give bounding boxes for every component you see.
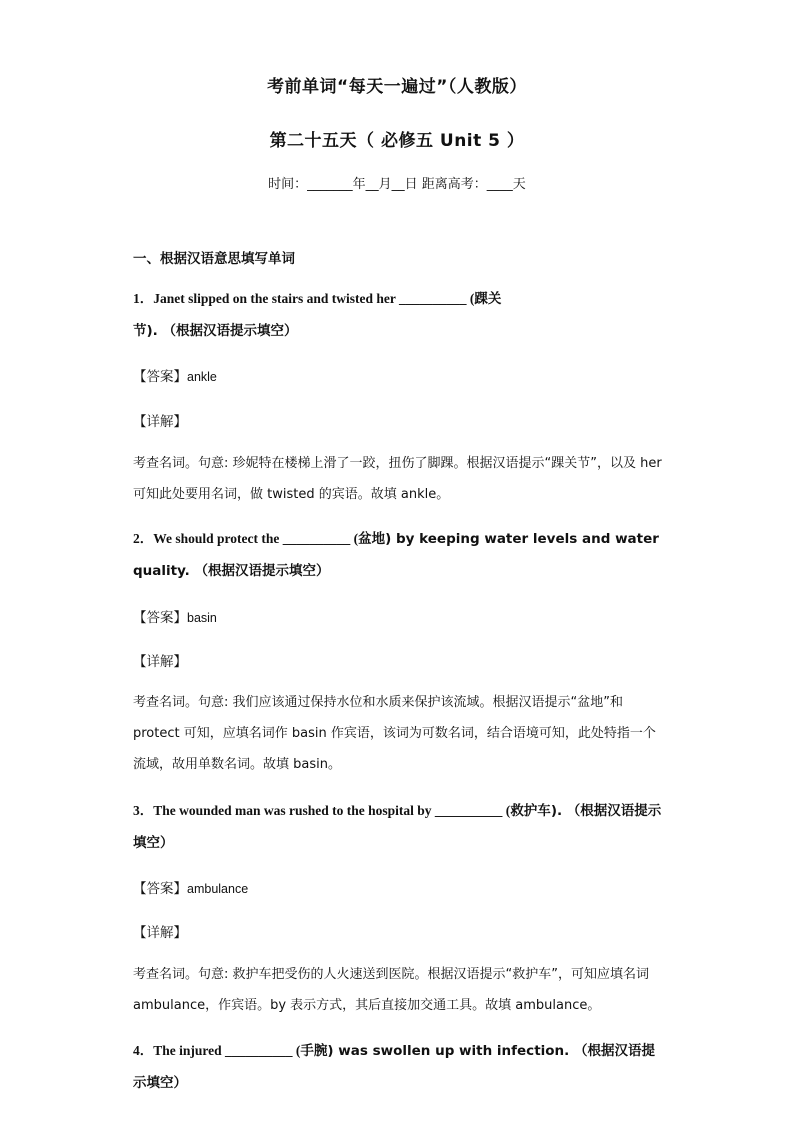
answer-1 (133, 365, 217, 385)
question-hint: 踝关节 (133, 291, 502, 339)
question-text: 1．Janet slipped on the stairs and twisted her __________ ( (133, 291, 475, 306)
detail-label-3: 【详解】 (133, 925, 187, 941)
answer-value: basin (187, 611, 217, 625)
date-countdown-line: 时间：_______年__月__日 距离高考：____天 (268, 177, 526, 192)
answer-2 (133, 606, 217, 626)
question-4 (133, 1035, 663, 1099)
question-3 (133, 795, 663, 859)
page-subtitle: 第二十五天（ 必修五 Unit 5 ） (269, 131, 525, 151)
question-1 (133, 283, 663, 347)
detail-2: 考查名词。句意: 我们应该通过保持水位和水质来保护该流域。根据汉语提示“盆地”和 protect 可知，应填名词作 basin 作宾语，该词为可数名词，结合语境可知，此处特指一个流域，故用单数名词。故填 basin。 (133, 695, 656, 772)
question-text: 2．We should protect the __________ ( (133, 531, 359, 546)
question-tail: ) was swollen up with infection. （根据汉语提示填空） (133, 1043, 655, 1091)
question-2 (133, 523, 663, 587)
detail-1: 考查名词。句意: 珍妮特在楼梯上滑了一跤，扭伤了脚踝。根据汉语提示“踝关节”，以及 her 可知此处要用名词，做 twisted 的宾语。故填 ankle。 (133, 456, 662, 502)
answer-value: ankle (187, 370, 217, 384)
page-title: 考前单词“每天一遍过”（人教版） (267, 77, 527, 97)
detail-label-2: 【详解】 (133, 654, 187, 670)
question-hint: 盆地 (358, 531, 386, 547)
question-hint: 救护车 (510, 803, 551, 819)
answer-label: 【答案】 (133, 369, 187, 385)
answer-3 (133, 877, 248, 897)
section-heading: 一、根据汉语意思填写单词 (133, 251, 295, 267)
answer-label: 【答案】 (133, 881, 187, 897)
detail-label-1: 【详解】 (133, 414, 187, 430)
question-tail: ) by keeping water levels and water quality. （根据汉语提示填空） (133, 531, 659, 579)
question-tail: ). （根据汉语提示填空） (146, 323, 298, 339)
question-text: 3．The wounded man was rushed to the hospital by __________ ( (133, 803, 511, 818)
answer-label: 【答案】 (133, 610, 187, 626)
question-hint: 手腕 (300, 1043, 328, 1059)
detail-3: 考查名词。句意: 救护车把受伤的人火速送到医院。根据汉语提示“救护车”，可知应填名词 ambulance，作宾语。by 表示方式，其后直接加交通工具。故填 ambulance。 (133, 967, 649, 1013)
answer-value: ambulance (187, 882, 249, 896)
question-text: 4．The injured __________ ( (133, 1043, 301, 1058)
question-tail: ). （根据汉语提示填空） (133, 803, 662, 851)
